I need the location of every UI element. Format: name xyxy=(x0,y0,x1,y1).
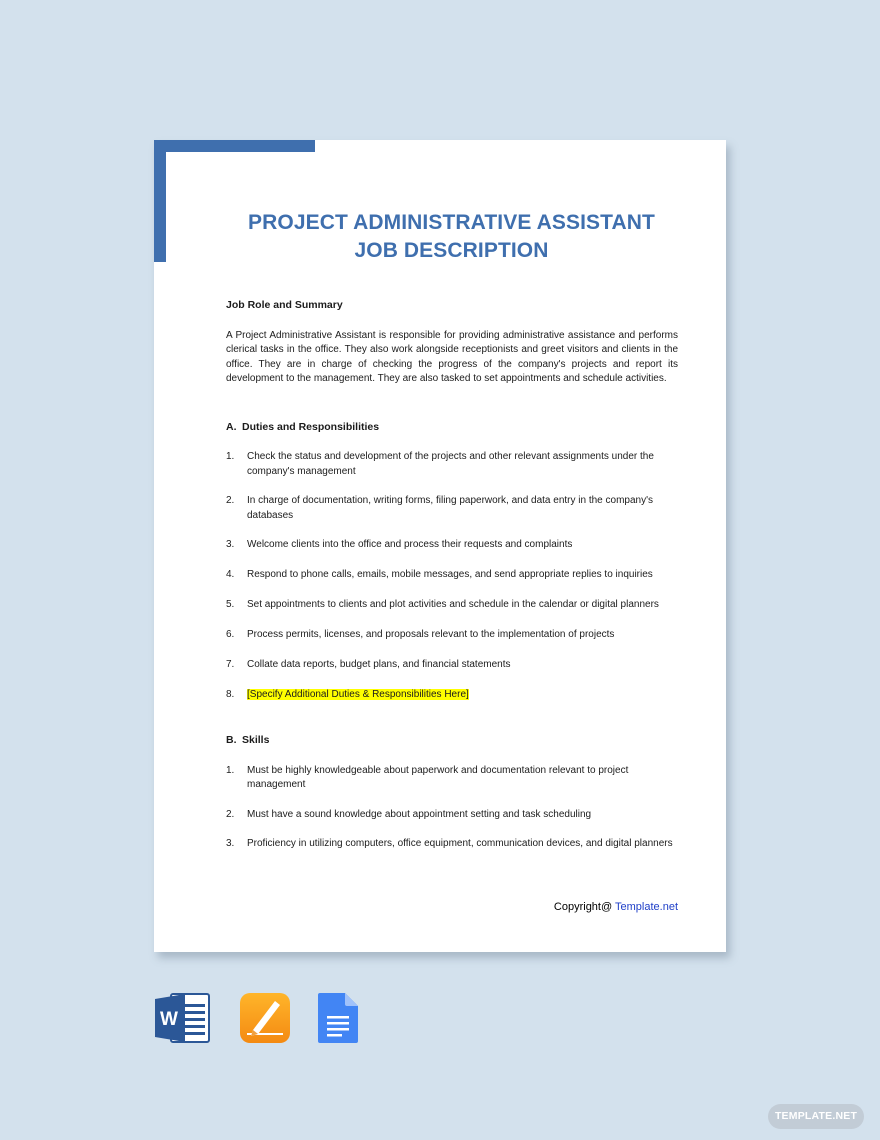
summary-heading: Job Role and Summary xyxy=(226,299,343,311)
word-icon[interactable] xyxy=(155,992,211,1049)
copyright-notice xyxy=(554,901,678,913)
document-page xyxy=(154,140,726,952)
item-number: 5. xyxy=(226,599,235,610)
google-docs-icon[interactable] xyxy=(317,992,359,1049)
duties-list xyxy=(226,450,678,702)
item-number: 1. xyxy=(226,764,235,776)
item-text: Set appointments to clients and plot activities and schedule in the calendar or digital planners xyxy=(247,599,659,610)
item-text: Process permits, licenses, and proposals relevant to the implementation of projects xyxy=(247,628,615,640)
item-text: Check the status and development of the projects and other relevant assignments under the company's management xyxy=(247,451,654,477)
title-line-1: PROJECT ADMINISTRATIVE ASSISTANT xyxy=(248,211,655,234)
list-item xyxy=(226,837,678,852)
item-number: 3. xyxy=(226,838,235,849)
svg-text:W: W xyxy=(160,1009,178,1030)
section-a-title: Duties and Responsibilities xyxy=(242,420,380,433)
list-item xyxy=(226,450,678,479)
item-number: 2. xyxy=(226,495,235,506)
item-text: In charge of documentation, writing forms, filing paperwork, and data entry in the company's databases xyxy=(247,495,654,521)
list-item xyxy=(226,598,678,613)
list-item xyxy=(226,808,678,823)
item-number: 6. xyxy=(226,628,235,640)
list-item xyxy=(226,494,678,523)
copyright-link[interactable]: Template.net xyxy=(615,901,678,913)
list-item xyxy=(226,538,678,553)
list-item xyxy=(226,568,678,583)
item-text: Must have a sound knowledge about appointment setting and task scheduling xyxy=(247,808,592,820)
copyright-prefix: Copyright@ xyxy=(553,901,616,913)
template-net-badge[interactable]: TEMPLATE.NET xyxy=(768,1104,864,1129)
pages-icon[interactable] xyxy=(239,992,291,1049)
item-number: 4. xyxy=(226,569,235,580)
list-item xyxy=(226,688,678,703)
list-item xyxy=(226,658,678,673)
item-text: Welcome clients into the office and process their requests and complaints xyxy=(247,539,573,550)
item-text: Proficiency in utilizing computers, office equipment, communication devices, and digital planners xyxy=(247,838,673,849)
item-text: Respond to phone calls, emails, mobile messages, and send appropriate replies to inquiries xyxy=(247,569,653,580)
list-item xyxy=(226,628,678,643)
item-number: 8. xyxy=(226,688,235,700)
item-number: 7. xyxy=(226,658,235,670)
item-number: 2. xyxy=(226,808,235,820)
document-title xyxy=(154,209,749,265)
corner-accent-horizontal xyxy=(154,140,315,152)
section-b-letter: B. xyxy=(226,734,237,746)
list-item xyxy=(226,764,678,793)
placeholder-highlight: [Specify Additional Duties & Responsibilities Here] xyxy=(247,688,469,700)
item-text-wrapper xyxy=(247,688,678,703)
item-text: Collate data reports, budget plans, and financial statements xyxy=(247,658,511,670)
document-body xyxy=(226,298,678,852)
section-a-letter: A. xyxy=(226,420,237,433)
item-number: 3. xyxy=(226,539,235,550)
title-line-2: JOB DESCRIPTION xyxy=(354,239,549,262)
item-number: 1. xyxy=(226,451,235,462)
section-b-title: Skills xyxy=(242,734,270,746)
skills-list xyxy=(226,764,678,852)
section-b-heading xyxy=(226,733,678,748)
summary-paragraph: A Project Administrative Assistant is responsible for providing administrative assistance and performs clerical tasks in the office. They also work alongside receptionists and greet visitors and clients in the office. They are in charge of checking the progress of the company's projects and report its development to the management. They are also tasked to set appointments and schedule activities. xyxy=(226,329,678,384)
item-text: Must be highly knowledgeable about paperwork and documentation relevant to project management xyxy=(247,764,629,790)
section-a-heading xyxy=(226,420,678,435)
